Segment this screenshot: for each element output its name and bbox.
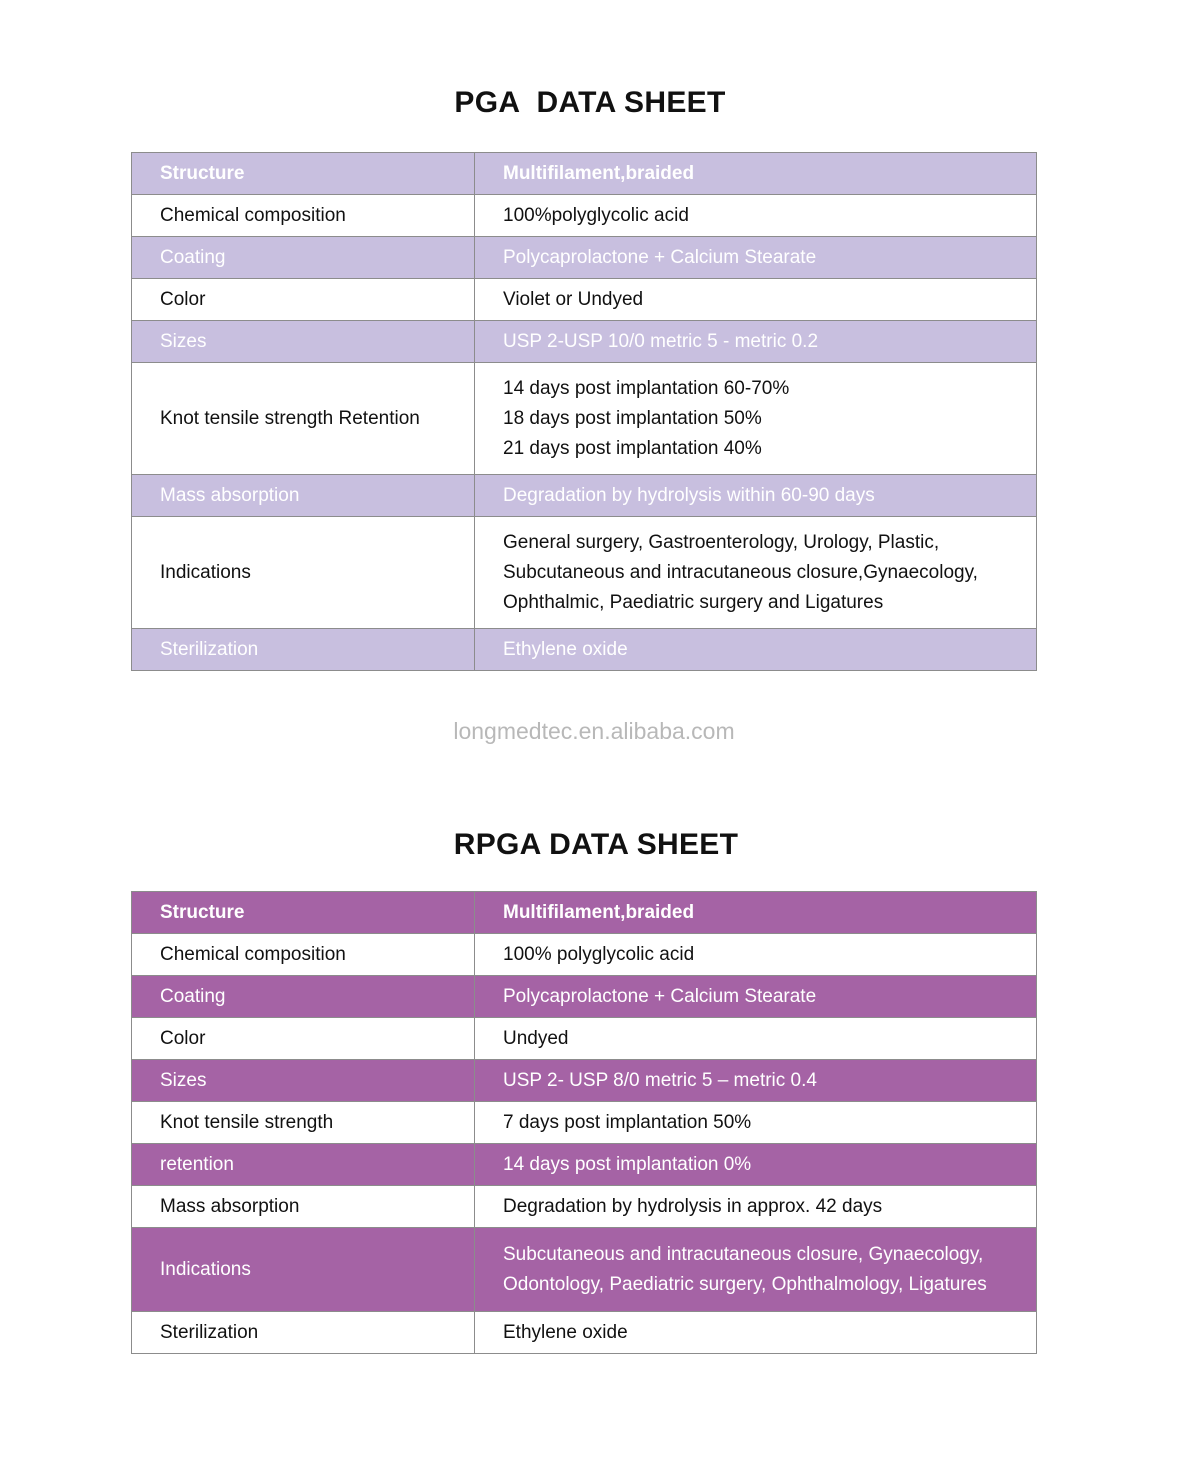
table-row <box>132 1018 1037 1060</box>
row-value <box>475 517 1037 629</box>
value-line: Subcutaneous and intracutaneous closure,Gynaecology, <box>503 561 978 583</box>
row-value <box>475 1228 1037 1312</box>
row-value: Violet or Undyed <box>475 279 1037 321</box>
table-row <box>132 195 1037 237</box>
value-line: General surgery, Gastroenterology, Urology, Plastic, <box>503 531 940 553</box>
table-row <box>132 321 1037 363</box>
table-row <box>132 1186 1037 1228</box>
table-row <box>132 1312 1037 1354</box>
table-row <box>132 1060 1037 1102</box>
value-line: Ophthalmic, Paediatric surgery and Ligatures <box>503 591 884 613</box>
table-row <box>132 363 1037 475</box>
row-value: USP 2-USP 10/0 metric 5 - metric 0.2 <box>475 321 1037 363</box>
row-label: Knot tensile strength <box>132 1102 475 1144</box>
row-label: Sizes <box>132 321 475 363</box>
value-line: Subcutaneous and intracutaneous closure, Gynaecology, <box>503 1243 984 1265</box>
row-value: Ethylene oxide <box>475 1312 1037 1354</box>
row-label: retention <box>132 1144 475 1186</box>
row-label: Coating <box>132 237 475 279</box>
table-row <box>132 629 1037 671</box>
row-label: Color <box>132 1018 475 1060</box>
row-label: Chemical composition <box>132 934 475 976</box>
row-value: 14 days post implantation 0% <box>475 1144 1037 1186</box>
table-row <box>132 517 1037 629</box>
row-label: Structure <box>132 892 475 934</box>
row-label: Structure <box>132 153 475 195</box>
value-line: 18 days post implantation 50% <box>503 407 762 429</box>
row-label: Mass absorption <box>132 475 475 517</box>
row-value <box>475 363 1037 475</box>
row-value: Ethylene oxide <box>475 629 1037 671</box>
row-label: Coating <box>132 976 475 1018</box>
row-value: 7 days post implantation 50% <box>475 1102 1037 1144</box>
row-label: Mass absorption <box>132 1186 475 1228</box>
row-label: Sizes <box>132 1060 475 1102</box>
row-label: Indications <box>132 517 475 629</box>
row-label: Indications <box>132 1228 475 1312</box>
table-row <box>132 279 1037 321</box>
row-value: Degradation by hydrolysis within 60-90 days <box>475 475 1037 517</box>
table-row <box>132 475 1037 517</box>
rpga-data-table <box>131 891 1037 1354</box>
row-value: 100% polyglycolic acid <box>475 934 1037 976</box>
table-row <box>132 892 1037 934</box>
row-value: Multifilament,braided <box>475 892 1037 934</box>
rpga-title: RPGA DATA SHEET <box>453 828 739 861</box>
pga-data-table <box>131 152 1037 671</box>
row-value: 100%polyglycolic acid <box>475 195 1037 237</box>
row-value: Polycaprolactone + Calcium Stearate <box>475 237 1037 279</box>
table-row <box>132 237 1037 279</box>
value-line: 21 days post implantation 40% <box>503 437 762 459</box>
row-label: Knot tensile strength Retention <box>132 363 475 475</box>
value-line: 14 days post implantation 60-70% <box>503 377 790 399</box>
table-row <box>132 153 1037 195</box>
row-value: USP 2- USP 8/0 metric 5 – metric 0.4 <box>475 1060 1037 1102</box>
row-label: Color <box>132 279 475 321</box>
pga-title: PGA DATA SHEET <box>454 86 726 119</box>
row-value: Degradation by hydrolysis in approx. 42 days <box>475 1186 1037 1228</box>
row-value: Polycaprolactone + Calcium Stearate <box>475 976 1037 1018</box>
row-value: Undyed <box>475 1018 1037 1060</box>
row-value: Multifilament,braided <box>475 153 1037 195</box>
table-row <box>132 1144 1037 1186</box>
table-row <box>132 1102 1037 1144</box>
value-line: Odontology, Paediatric surgery, Ophthalmology, Ligatures <box>503 1273 987 1295</box>
table-row <box>132 934 1037 976</box>
row-label: Chemical composition <box>132 195 475 237</box>
row-label: Sterilization <box>132 629 475 671</box>
table-row <box>132 1228 1037 1312</box>
watermark: longmedtec.en.alibaba.com <box>453 718 735 744</box>
table-row <box>132 976 1037 1018</box>
row-label: Sterilization <box>132 1312 475 1354</box>
